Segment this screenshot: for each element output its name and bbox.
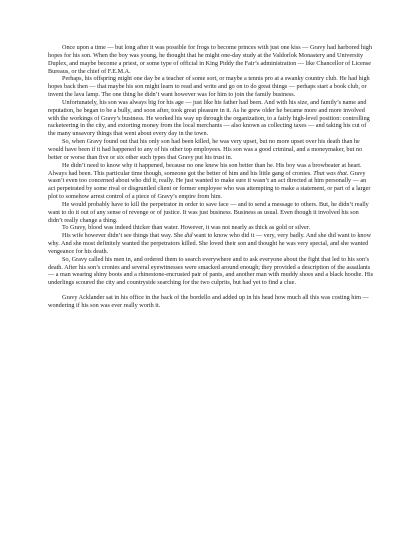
- text-run: Once upon a time — but long after it was possible for frogs to become princes with just one kiss — Gravy had harbored high hopes for his son. When the boy was young, he thought that he might one-day study at the Valdorlok Monastery and University Duplex, and maybe become a priest, or some type of official in King Piddy the Fair’s administration — like Chancellor of License Bureaus, or the chief of F.E.M.A.: [48, 44, 372, 75]
- paragraph: [48, 162, 374, 201]
- paragraph: [48, 256, 374, 287]
- document-page: [48, 44, 374, 310]
- text-run: Perhaps, his offspring might one day be a teacher of some sort, or maybe a tennis pro at a swanky country club. He had high hopes back then — that maybe his son might learn to read and write and go on to do great things — perhaps start a book club, or invent the lava lamp. The one thing he didn’t want however was for him to join the family business.: [48, 75, 370, 99]
- text-run: To Gravy, blood was indeed thicker than water. However, it was not nearly as thick as gold or silver.: [62, 224, 311, 232]
- text-run: He would probably have to kill the perpetrator in order to save face — and to send a message to others. But, he didn’t really want to do it out of any sense of revenge or of justice. It was just business. Business as usual. Even though it involved his son didn’t really change a thing.: [48, 200, 369, 224]
- paragraph: [48, 75, 374, 99]
- text-run: Gravy wasn’t even too concerned about who did it, really. He just wanted to make sure it wasn’t an act directed at him personally — an act perpetrated by some rival or disgruntled client or former employee who was attempting to make a statement, or part of a larger plot to somehow arrest control of a piece of Gravy’s empire from him.: [48, 169, 371, 201]
- paragraph: [48, 201, 374, 225]
- text-run: His wife however didn’t see things that way. She: [62, 232, 185, 240]
- text-run: Unfortunately, his son was always big for his age — just like his father had been. And with his size, and family’s name and reputation, he began to be a bully, and soon after, took great pleasure in it. As he grew older he became more and more involved with the workings of Gravy’s business. He worked his way up through the organization, to a fairly high-level position: controlling racketeering in the city, and extorting money from the local merchants — also known as collecting taxes — and taking his cut of the many unsavory things that went about every day in the town.: [48, 98, 370, 138]
- closing-paragraph: Gravy Acklander sat in his office in the back of the bordello and added up in his head how much all this was costing him — wondering if his son was ever really worth it.: [48, 294, 369, 309]
- paragraph: [48, 44, 374, 75]
- paragraph: [48, 232, 374, 256]
- paragraph: [48, 138, 374, 162]
- paragraph: [48, 224, 374, 232]
- text-run: He didn’t need to know why it happened, because no one knew his son better than he. His boy was a browbeater at heart. Always had been. This particular time though, someone got the better of him and his little gang of cronies.: [48, 161, 362, 177]
- text-run: So, when Gravy found out that his only son had been killed, he was very upset, but no more upset over his death than he would have been if it had happened to any of his other top employees. His son was a good criminal, and a moneymaker, but no better or worse than five or six other such types that Gravy put his trust in.: [48, 138, 363, 161]
- story-body: [48, 44, 374, 287]
- italic-text: did: [184, 232, 193, 240]
- text-run: want to know who did it — very, very badly. And she did want to know why. And she most definitely wanted the perpetrators killed. She loved their son and thought he was very special, and she wanted vengeance for his death.: [48, 232, 372, 255]
- paragraph: [48, 99, 374, 138]
- text-run: So, Gravy called his men in, and ordered them to search everywhere and to ask everyone about the fight that led to his son’s death. After his son’s cronies and several eyewitnesses were smacked around enough; they provided a description of the assailants — a man wearing shiny boots and a rhinestone-encrusted pair of pants, and another man with muddy shoes and a black hoodie. His underlings scoured the city and countryside searching for the two culprits, but had yet to find a clue.: [48, 255, 374, 287]
- italic-text: That was that.: [313, 169, 349, 177]
